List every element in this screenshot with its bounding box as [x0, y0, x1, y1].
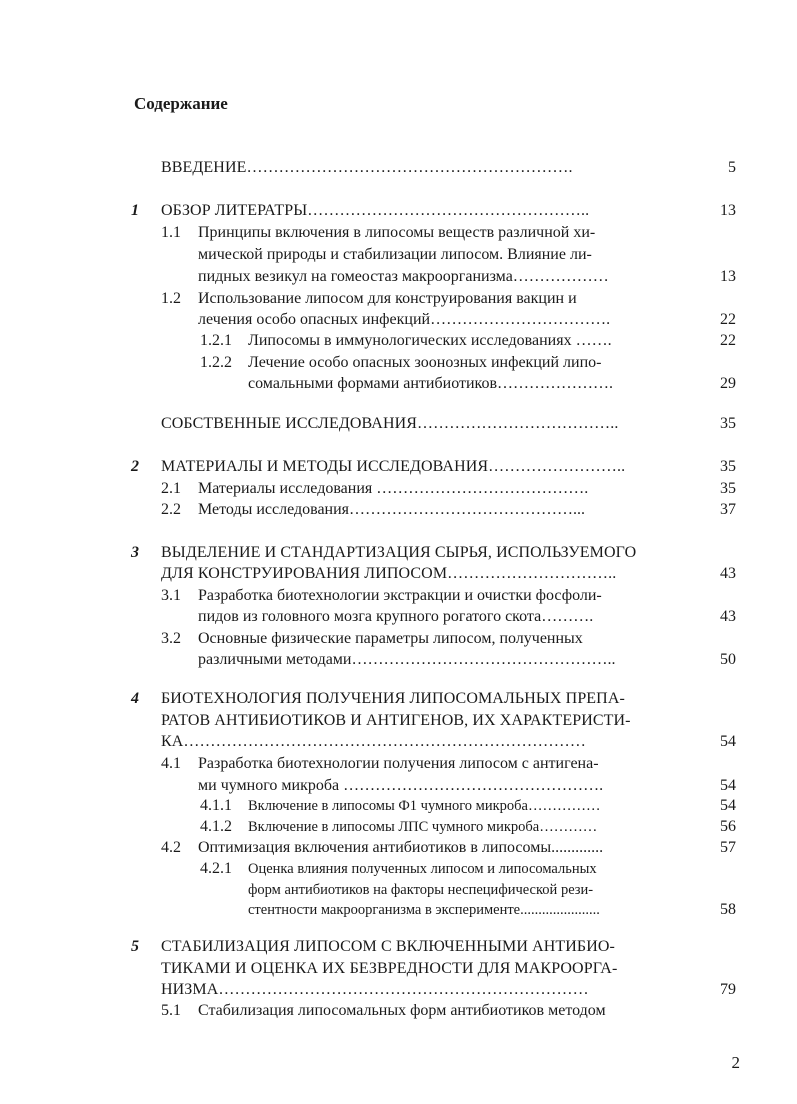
toc-entry-title: Оптимизация включения антибиотиков в липосомы.............: [198, 839, 604, 856]
toc-entry-title: сомальными формами антибиотиков………………….: [248, 375, 614, 392]
toc-entry: [0, 816, 797, 838]
toc-entry-number: 4.2: [161, 839, 181, 856]
toc-entry-number: 3.1: [161, 587, 181, 604]
toc-entry-title: Включение в липосомы ЛПС чумного микроба…………: [248, 819, 598, 835]
toc-entry-page: 79: [720, 981, 736, 998]
toc-entry-page: 58: [720, 901, 736, 918]
toc-entry: [0, 266, 797, 288]
toc-entry-title: ВВЕДЕНИЕ…………………………………………………….: [161, 159, 573, 176]
toc-entry: [0, 288, 797, 310]
toc-entry-title: Методы исследования……………………………………...: [198, 501, 586, 518]
toc-entry-number: 2.2: [161, 501, 181, 518]
toc-entry-page: 37: [720, 501, 736, 518]
toc-entry-number: 1.2.1: [200, 332, 232, 349]
toc-entry-number: 5: [131, 938, 139, 955]
toc-entry-page: 43: [720, 565, 736, 582]
toc-entry: [0, 936, 797, 958]
toc-entry-title: Разработка биотехнологии экстракции и очистки фосфоли-: [198, 587, 602, 604]
toc-entry: [0, 731, 797, 753]
toc-entry-page: 29: [720, 375, 736, 392]
toc-entry-title: БИОТЕХНОЛОГИЯ ПОЛУЧЕНИЯ ЛИПОСОМАЛЬНЫХ ПРЕПА-: [161, 690, 625, 707]
toc-entry-title: РАТОВ АНТИБИОТИКОВ И АНТИГЕНОВ, ИХ ХАРАКТЕРИСТИ-: [161, 712, 631, 729]
toc-entry-title: Липосомы в иммунологических исследованиях …….: [248, 332, 612, 349]
page-number: 2: [731, 1053, 740, 1072]
toc-entry: [0, 606, 797, 628]
toc-entry-number: 4: [131, 690, 139, 707]
toc-entry: [0, 837, 797, 859]
toc-entry: [0, 456, 797, 478]
toc-entry: [0, 899, 797, 921]
toc-entry: [0, 222, 797, 244]
toc-entry: [0, 373, 797, 395]
toc-entry-page: 54: [720, 797, 736, 814]
toc-entry-page: 22: [720, 311, 736, 328]
toc-entry-page: 35: [720, 458, 736, 475]
toc-entry-title: ОБЗОР ЛИТЕРАТРЫ……………………………………………..: [161, 202, 590, 219]
toc-entry-title: Стабилизация липосомальных форм антибиотиков методом: [198, 1002, 606, 1019]
toc-entry-number: 4.1.1: [200, 797, 232, 814]
toc-entry-page: 43: [720, 608, 736, 625]
toc-entry: [0, 330, 797, 352]
toc-entry-page: 56: [720, 818, 736, 835]
toc-entry-title: СТАБИЛИЗАЦИЯ ЛИПОСОМ С ВКЛЮЧЕННЫМИ АНТИБИО-: [161, 938, 615, 955]
toc-entry-title: ВЫДЕЛЕНИЕ И СТАНДАРТИЗАЦИЯ СЫРЬЯ, ИСПОЛЬЗУЕМОГО: [161, 544, 637, 561]
toc-entry: [0, 585, 797, 607]
toc-entry-page: 13: [720, 202, 736, 219]
toc-entry-page: 57: [720, 839, 736, 856]
toc-entry-number: 4.1: [161, 755, 181, 772]
toc-entry-page: 54: [720, 777, 736, 794]
toc-entry: [0, 795, 797, 817]
toc-entry: [0, 858, 797, 880]
toc-entry: [0, 753, 797, 775]
toc-entry: [0, 157, 797, 179]
toc-entry: [0, 478, 797, 500]
toc-entry-title: ми чумного микроба ………………………………………….: [198, 777, 604, 794]
toc-entry-page: 13: [720, 268, 736, 285]
toc-entry-title: пидов из головного мозга крупного рогатого скота……….: [198, 608, 594, 625]
toc-entry-title: Материалы исследования ………………………………….: [198, 480, 589, 497]
toc-entry: [0, 542, 797, 564]
toc-entry: [0, 979, 797, 1001]
toc-entry-title: НИЗМА……………………………………………………………: [161, 981, 589, 998]
toc-entry-title: Оценка влияния полученных липосом и липосомальных: [248, 861, 597, 877]
toc-entry: [0, 879, 797, 901]
toc-entry-page: 22: [720, 332, 736, 349]
toc-entry-number: 2.1: [161, 480, 181, 497]
toc-entry-title: Принципы включения в липосомы веществ различной хи-: [198, 224, 596, 241]
toc-entry-page: 35: [720, 415, 736, 432]
toc-entry: [0, 710, 797, 732]
toc-entry-title: КА…………………………………………………………………: [161, 733, 586, 750]
toc-entry-title: различными методами…………………………………………..: [198, 651, 616, 668]
toc-entry-number: 3.2: [161, 630, 181, 647]
toc-entry-title: Лечение особо опасных зоонозных инфекций липо-: [248, 354, 602, 371]
toc-entry: [0, 649, 797, 671]
toc-entry: [0, 352, 797, 374]
toc-entry: [0, 958, 797, 980]
toc-entry-title: МАТЕРИАЛЫ И МЕТОДЫ ИССЛЕДОВАНИЯ……………………..: [161, 458, 626, 475]
toc-entry-title: Использование липосом для конструирования вакцин и: [198, 290, 577, 307]
toc-entry-number: 1: [131, 202, 139, 219]
toc-entry-title: стентности макроорганизма в эксперименте......................: [248, 902, 600, 918]
toc-entry-title: ТИКАМИ И ОЦЕНКА ИХ БЕЗВРЕДНОСТИ ДЛЯ МАКРООРГА-: [161, 960, 618, 977]
toc-entry: [0, 628, 797, 650]
toc-entry-number: 1.2.2: [200, 354, 232, 371]
toc-entry-title: СОБСТВЕННЫЕ ИССЛЕДОВАНИЯ………………………………..: [161, 415, 619, 432]
toc-entry-page: 5: [728, 159, 736, 176]
toc-entry: [0, 200, 797, 222]
toc-entry-title: Основные физические параметры липосом, полученных: [198, 630, 583, 647]
toc-entry-page: 54: [720, 733, 736, 750]
toc-entry: [0, 1000, 797, 1022]
toc-heading: Содержание: [134, 94, 228, 113]
toc-entry-title: Включение в липосомы Ф1 чумного микроба……………: [248, 798, 601, 814]
toc-entry-number: 5.1: [161, 1002, 181, 1019]
toc-entry: [0, 563, 797, 585]
toc-entry-number: 4.1.2: [200, 818, 232, 835]
toc-entry-page: 50: [720, 651, 736, 668]
toc-entry-title: Разработка биотехнологии получения липосом с антигена-: [198, 755, 599, 772]
toc-entry: [0, 244, 797, 266]
toc-entry: [0, 499, 797, 521]
toc-entry-title: мической природы и стабилизации липосом. Влияние ли-: [198, 246, 592, 263]
toc-entry: [0, 413, 797, 435]
toc-entry-number: 1.1: [161, 224, 181, 241]
toc-entry-number: 1.2: [161, 290, 181, 307]
toc-entry-title: лечения особо опасных инфекций…………………………….: [198, 311, 611, 328]
toc-entry: [0, 309, 797, 331]
toc-entry: [0, 775, 797, 797]
toc-entry-number: 2: [131, 458, 139, 475]
toc-entry-page: 35: [720, 480, 736, 497]
toc-entry: [0, 688, 797, 710]
toc-entry-number: 3: [131, 544, 139, 561]
toc-entry-number: 4.2.1: [200, 860, 232, 877]
toc-entry-title: ДЛЯ КОНСТРУИРОВАНИЯ ЛИПОСОМ…………………………..: [161, 565, 617, 582]
toc-entry-title: пидных везикул на гомеостаз макроорганизма………………: [198, 268, 609, 285]
toc-entry-title: форм антибиотиков на факторы неспецифической рези-: [248, 882, 594, 898]
